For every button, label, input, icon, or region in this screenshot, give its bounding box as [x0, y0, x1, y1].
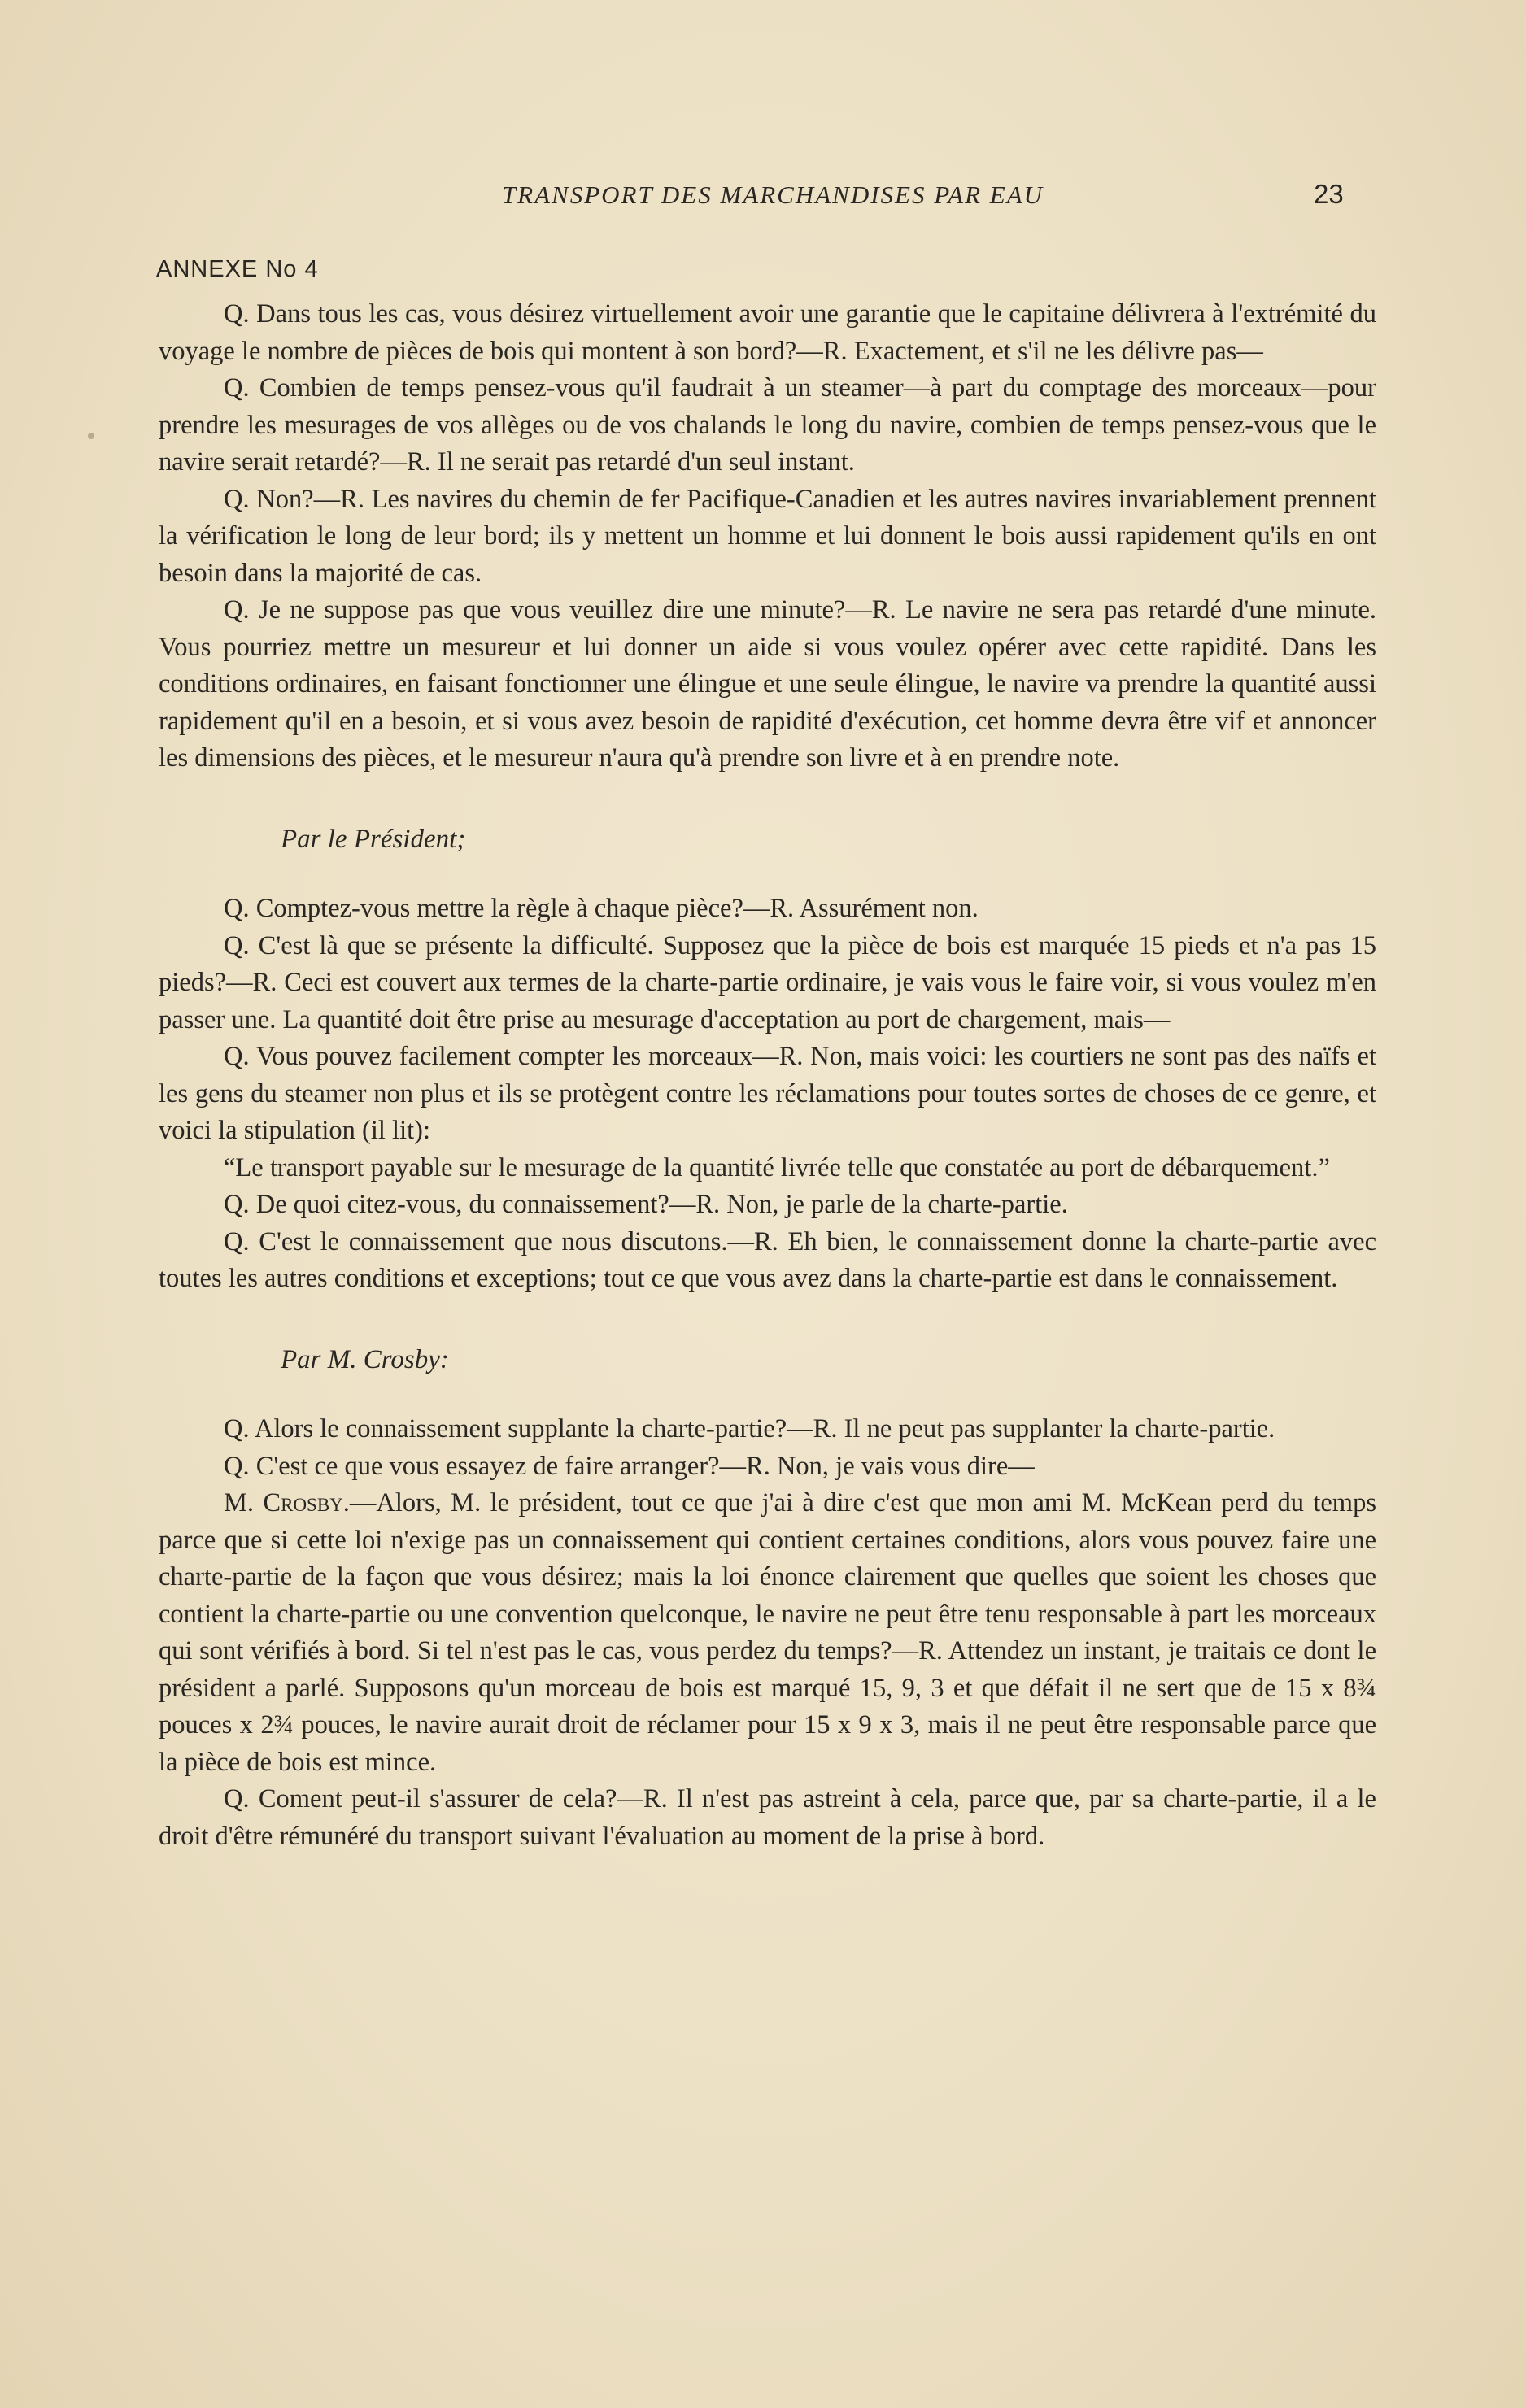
paragraph: Q. Vous pouvez facilement compter les morceaux—R. Non, mais voici: les courtiers ne sont pas des naïfs et les gens du steamer non plus et ils se protègent contre les réclamations pour toutes sortes de choses de ce genre, et voici la stipulation (il lit): — [159, 1042, 1376, 1145]
paragraph: Q. Coment peut-il s'assurer de cela?—R. Il n'est pas astreint à cela, parce que, par sa charte-partie, il a le droit d'être rémunéré du transport suivant l'évaluation au moment de la prise à bord. — [159, 1784, 1376, 1851]
page-speck — [88, 433, 94, 439]
paragraph: Q. Non?—R. Les navires du chemin de fer Pacifique-Canadien et les autres navires invariablement prennent la vérification le long de leur bord; ils y mettent un homme et lui donnent le bois aussi rapidement qu'ils en ont besoin dans la majorité de cas. — [159, 484, 1376, 588]
paragraph: Q. C'est là que se présente la difficulté. Supposez que la pièce de bois est marquée 15 pieds et n'a pas 15 pieds?—R. Ceci est couvert aux termes de la charte-partie ordinaire, je vais vous le faire voir, si vous voulez m'en passer une. La quantité doit être prise au mesurage d'acceptation au port de chargement, mais— — [159, 930, 1376, 1034]
crosby-text: —Alors, M. le président, tout ce que j'ai à dire c'est que mon ami M. McKean perd du temps parce que si cette loi n'exige pas un connaissement qui contient certaines conditions, alors vous pouvez faire une charte-partie de la façon que vous désirez; mais la loi énonce clairement que quelles que soient les choses que contient la charte-partie ou une convention quelconque, le navire ne peut être tenu responsable à part les morceaux qui sont vérifiés à bord. Si tel n'est pas le cas, vous perdez du temps?—R. Attendez un instant, je traitais ce dont le président a parlé. Supposons qu'un morceau de bois est marqué 15, 9, 3 et que défait il ne sert que de 15 x 8¾ pouces x 2¾ pouces, le navire aurait droit de réclamer pour 15 x 9 x 3, mais il ne peut être responsable parce que la pièce de bois est mince. — [159, 1488, 1376, 1777]
paragraph: Q. De quoi citez-vous, du connaissement?—R. Non, je parle de la charte-partie. — [224, 1190, 1068, 1219]
speaker-heading: Par M. Crosby: — [281, 1344, 449, 1374]
speaker-heading: Par le Président; — [281, 824, 466, 854]
body-text — [159, 296, 1376, 1855]
paragraph: Q. Combien de temps pensez-vous qu'il faudrait à un steamer—à part du comptage des morceaux—pour prendre les mesurages de vos allèges ou de vos chalands le long du navire, combien de temps pensez-vous que le navire serait retardé?—R. Il ne serait pas retardé d'un seul instant. — [159, 373, 1376, 477]
paragraph: Q. Comptez-vous mettre la règle à chaque pièce?—R. Assurément non. — [224, 894, 979, 923]
running-title: TRANSPORT DES MARCHANDISES PAR EAU — [501, 181, 1044, 209]
annex-label: ANNEXE No 4 — [156, 256, 319, 282]
speaker-name: M. Crosby. — [224, 1488, 350, 1518]
page-number: 23 — [1314, 179, 1344, 209]
paragraph: Q. C'est ce que vous essayez de faire arranger?—R. Non, je vais vous dire— — [224, 1451, 1035, 1481]
paragraph: Q. Alors le connaissement supplante la charte-partie?—R. Il ne peut pas supplanter la charte-partie. — [224, 1414, 1275, 1443]
crosby-paragraph — [159, 1485, 1376, 1781]
quotation: “Le transport payable sur le mesurage de la quantité livrée telle que constatée au port de débarquement.” — [224, 1152, 1330, 1182]
paragraph: Q. C'est le connaissement que nous discutons.—R. Eh bien, le connaissement donne la charte-partie avec toutes les autres conditions et exceptions; tout ce que vous avez dans la charte-partie est dans le connaissement. — [159, 1226, 1376, 1293]
paragraph: Q. Je ne suppose pas que vous veuillez dire une minute?—R. Le navire ne sera pas retardé d'une minute. Vous pourriez mettre un mesureur et lui donner un aide si vous voulez opérer avec cette rapidité. Dans les conditions ordinaires, en faisant fonctionner une élingue et une seule élingue, le navire va prendre la quantité aussi rapidement qu'il en a besoin, et si vous avez besoin de rapidité d'exécution, cet homme devra être vif et annoncer les dimensions des pièces, et le mesureur n'aura qu'à prendre son livre et à en prendre note. — [159, 595, 1376, 773]
paragraph: Q. Dans tous les cas, vous désirez virtuellement avoir une garantie que le capitaine délivrera à l'extrémité du voyage le nombre de pièces de bois qui montent à son bord?—R. Exactement, et s'il ne les délivre pas— — [159, 299, 1376, 366]
